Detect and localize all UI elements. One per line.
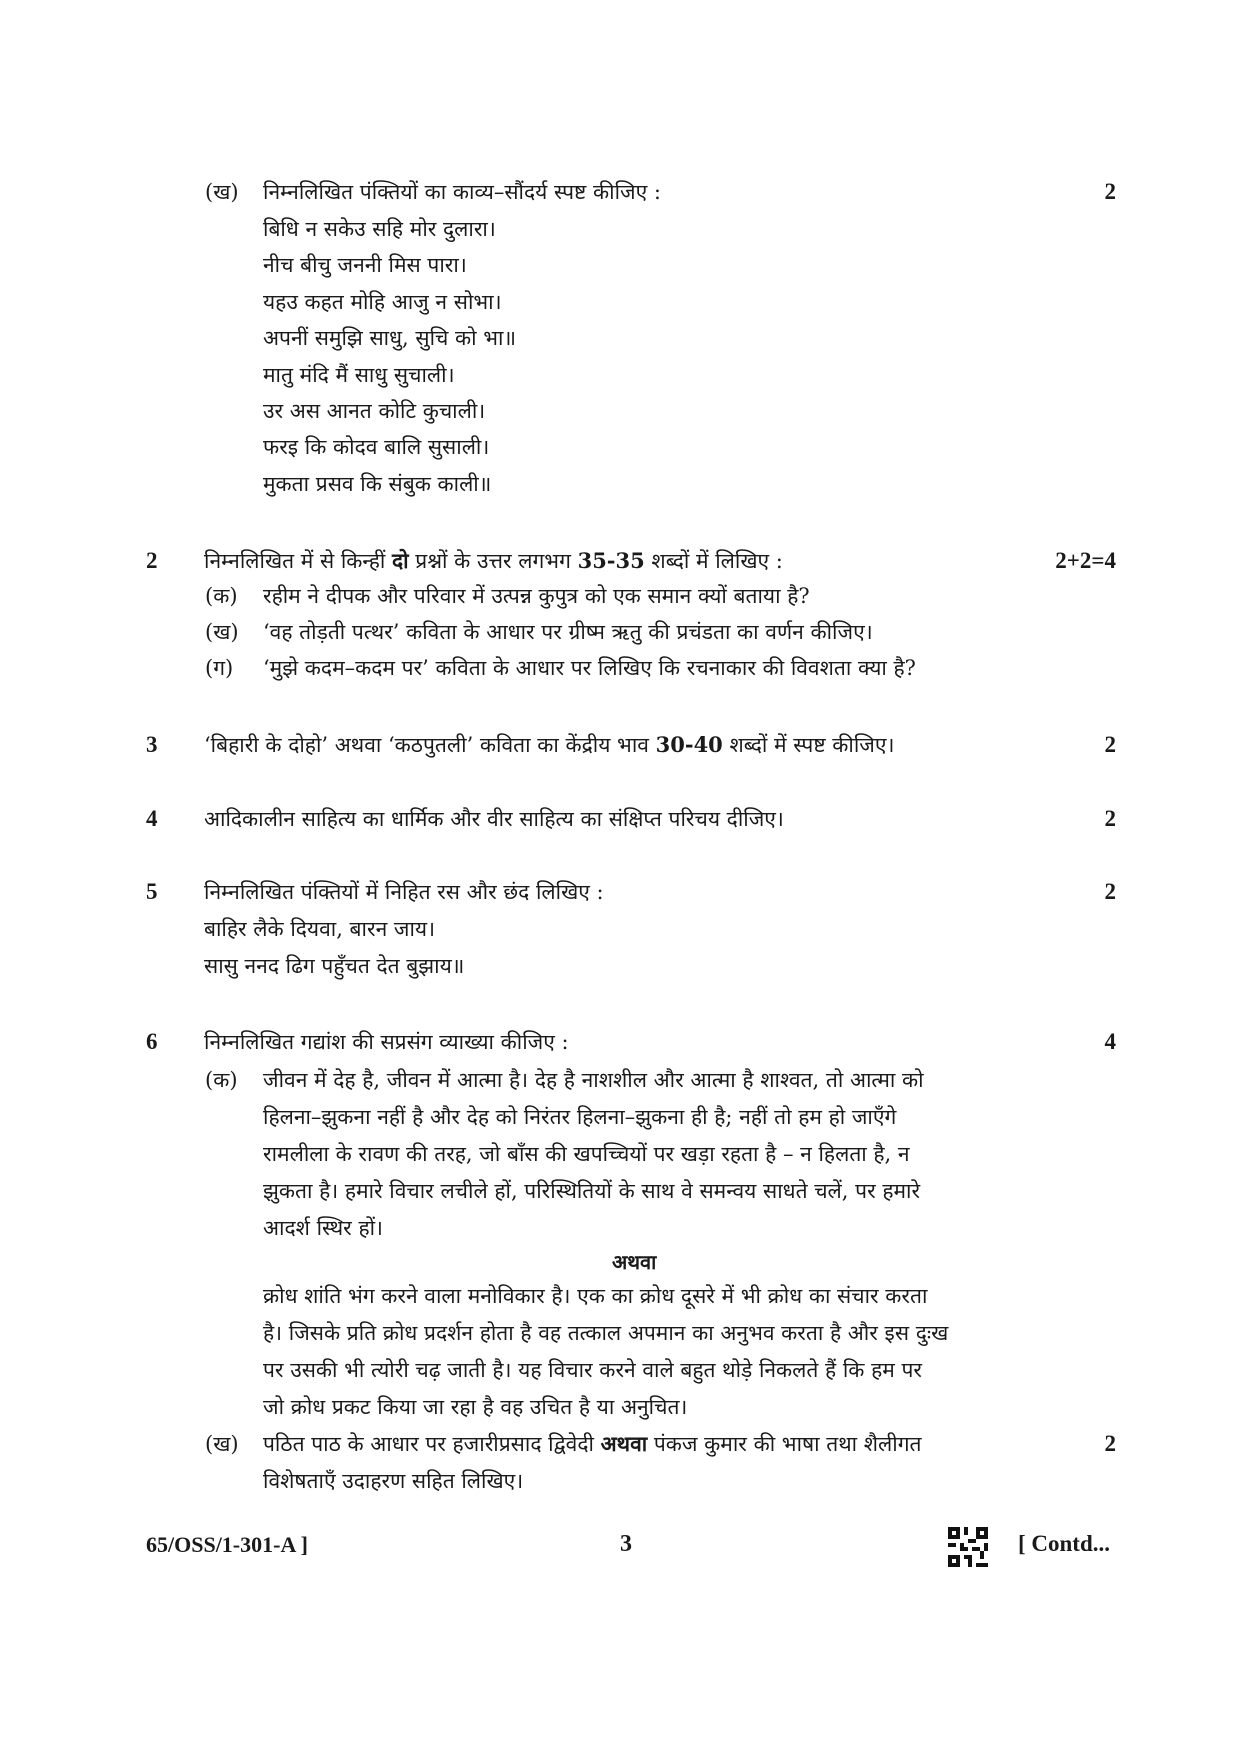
q2-kha-text: ‘वह तोड़ती पत्थर’ कविता के आधार पर ग्रीष्म ऋतु की प्रचंडता का वर्णन कीजिए। [263,620,873,644]
q2-ka-text: रहीम ने दीपक और परिवार में उत्पन्न कुपुत्र को एक समान क्यों बताया है? [263,584,810,608]
q6-ka-label: (क) [205,1068,238,1092]
q4-text: आदिकालीन साहित्य का धार्मिक और वीर साहित्य का संक्षिप्त परिचय दीजिए। [204,807,784,831]
q4-marks: 2 [1104,806,1116,831]
or-separator: अथवा [612,1250,657,1274]
passage-line: आदर्श स्थिर हों। [263,1216,383,1240]
passage-line: है। जिसके प्रति क्रोध प्रदर्शन होता है वह तत्काल अपमान का अनुभव करता है और इस दुःख [263,1321,949,1345]
qr-code-icon [948,1527,988,1571]
q1-kha-label: (ख) [205,180,239,204]
q2-marks: 2+2=4 [1055,548,1116,573]
page-number: 3 [620,1531,632,1557]
q6-kha-marks: 2 [1104,1431,1116,1456]
q3-marks: 2 [1104,732,1116,757]
poem-line: नीच बीचु जननी मिस पारा। [263,253,467,278]
q6-kha-label: (ख) [205,1432,239,1456]
q4-number: 4 [146,806,158,831]
paper-code: 65/OSS/1-301-A ] [146,1532,308,1557]
poem-line: यहउ कहत मोहि आजु न सोभा। [263,289,502,314]
q6-ka-passage [263,1062,1058,1247]
q6-prompt: निम्नलिखित गद्यांश की सप्रसंग व्याख्या कीजिए : [204,1030,569,1054]
q5-marks: 2 [1104,879,1116,904]
q6-or-passage [263,1278,1058,1426]
poem-line: मातु मंदि मैं साधु सुचाली। [263,362,455,387]
poem-line: उर अस आनत कोटि कुचाली। [263,398,486,423]
q2-ka-label: (क) [205,584,238,608]
q2-prompt: निम्नलिखित में से किन्हीं दो प्रश्नों के उत्तर लगभग 35-35 शब्दों में लिखिए : [204,548,783,573]
passage-line: पर उसकी भी त्योरी चढ़ जाती है। यह विचार करने वाले बहुत थोड़े निकलते हैं कि हम पर [263,1358,923,1382]
passage-line: क्रोध शांति भंग करने वाला मनोविकार है। एक का क्रोध दूसरे में भी क्रोध का संचार करता [263,1284,928,1308]
passage-line: जो क्रोध प्रकट किया जा रहा है वह उचित है या अनुचित। [263,1395,688,1419]
q6-marks: 4 [1104,1029,1116,1054]
q2-number: 2 [146,548,158,573]
poem-line: मुकता प्रसव कि संबुक काली॥ [263,471,492,496]
q6-kha-text: पठित पाठ के आधार पर हजारीप्रसाद द्विवेदी अथवा पंकज कुमार की भाषा तथा शैलीगत [263,1431,922,1456]
q2-ga-text: ‘मुझे कदम–कदम पर’ कविता के आधार पर लिखिए कि रचनाकार की विवशता क्या है? [263,656,916,680]
q6-kha-text-line2: विशेषताएँ उदाहरण सहित लिखिए। [263,1469,524,1493]
q1-kha-poem [263,211,516,502]
poem-line: बिधि न सकेउ सहि मोर दुलारा। [263,217,496,241]
q5-line: बाहिर लैके दियवा, बारन जाय। [204,917,436,941]
q1-kha-prompt: निम्नलिखित पंक्तियों का काव्य–सौंदर्य स्पष्ट कीजिए : [263,180,661,204]
poem-line: अपनीं समुझि साधु, सुचि को भा॥ [263,326,517,351]
poem-line: फरइ कि कोदव बालि सुसाली। [263,435,490,460]
continued-marker: [ Contd... [1018,1531,1111,1556]
q5-line: सासु ननद ढिग पहुँचत देत बुझाय॥ [204,954,465,978]
q2-kha-label: (ख) [205,620,239,644]
q5-number: 5 [146,879,158,904]
q3-text: ‘बिहारी के दोहो’ अथवा ‘कठपुतली’ कविता का केंद्रीय भाव 30-40 शब्दों में स्पष्ट कीजिए। [204,732,895,757]
passage-line: झुकता है। हमारे विचार लचीले हों, परिस्थितियों के साथ वे समन्वय साधते चलें, पर हमारे [263,1179,921,1203]
passage-line: हिलना–झुकना नहीं है और देह को निरंतर हिलना–झुकना ही है; नहीं तो हम हो जाएँगे [263,1105,897,1129]
q1-kha-marks: 2 [1104,179,1116,204]
passage-line: जीवन में देह है, जीवन में आत्मा है। देह है नाशशील और आत्मा है शाश्वत, तो आत्मा को [263,1068,924,1092]
passage-line: रामलीला के रावण की तरह, जो बाँस की खपच्चियों पर खड़ा रहता है – न हिलता है, न [263,1142,910,1166]
q2-ga-label: (ग) [205,656,234,680]
q6-number: 6 [146,1029,158,1054]
q5-prompt: निम्नलिखित पंक्तियों में निहित रस और छंद लिखिए : [204,880,604,904]
q3-number: 3 [146,732,158,757]
